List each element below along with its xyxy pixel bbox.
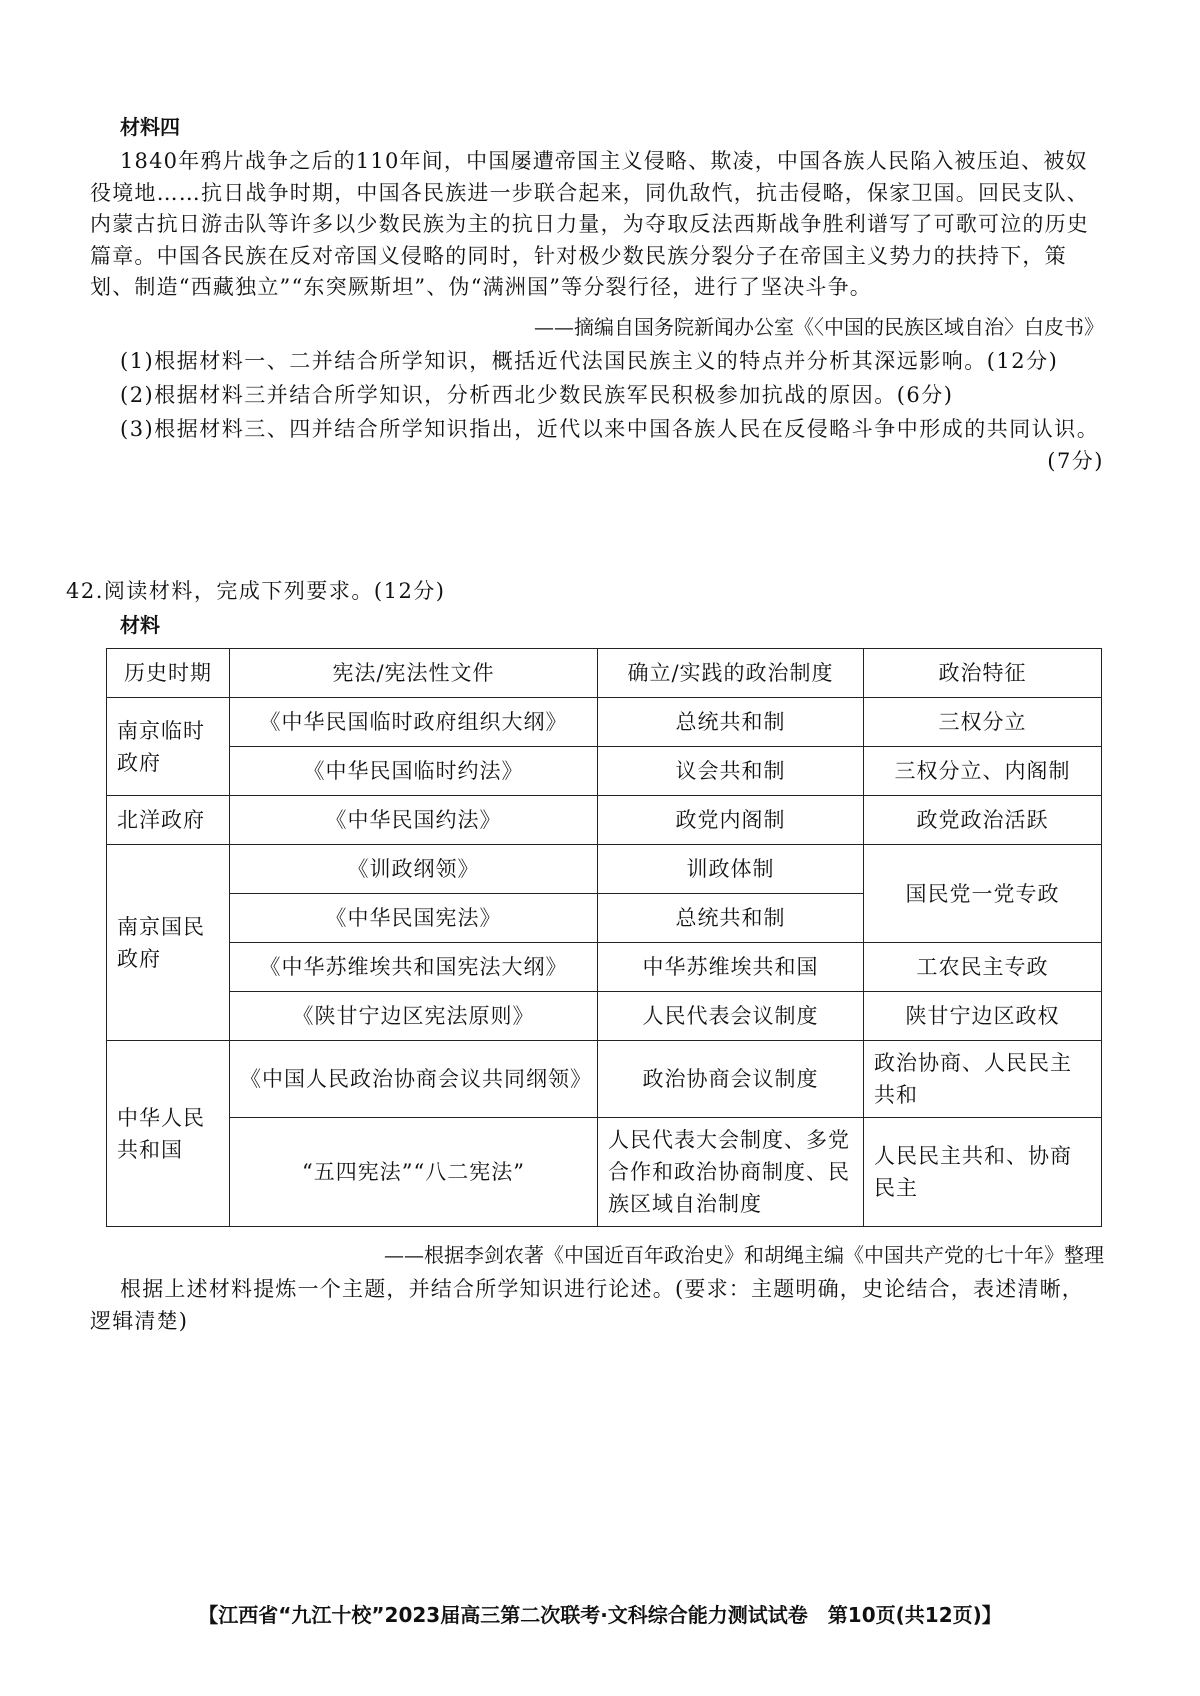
header-period: 历史时期 — [107, 649, 230, 698]
document-cell: 《训政纲领》 — [230, 845, 598, 894]
period-cell: 中华人民共和国 — [107, 1041, 230, 1227]
feature-cell: 国民党一党专政 — [864, 845, 1102, 943]
header-feature: 政治特征 — [864, 649, 1102, 698]
feature-cell: 政党政治活跃 — [864, 796, 1102, 845]
page-footer: 【江西省“九江十校”2023届高三第二次联考·文科综合能力测试试卷 第10页(共12页)】 — [198, 1603, 1002, 1627]
table-row — [107, 796, 1102, 845]
table-source: ——根据李剑农著《中国近百年政治史》和胡绳主编《中国共产党的七十年》整理 — [384, 1243, 1104, 1267]
document-cell: 《中华苏维埃共和国宪法大纲》 — [230, 943, 598, 992]
period-cell: 南京国民政府 — [107, 845, 230, 1041]
feature-cell: 政治协商、人民民主共和 — [864, 1041, 1102, 1118]
table-row — [107, 1041, 1102, 1118]
feature-cell: 三权分立、内阁制 — [864, 747, 1102, 796]
system-cell: 政党内阁制 — [598, 796, 864, 845]
material4-heading: 材料四 — [120, 115, 180, 139]
question-1: (1)根据材料一、二并结合所学知识，概括近代法国民族主义的特点并分析其深远影响。(12分) — [120, 349, 1059, 373]
system-cell: 总统共和制 — [598, 698, 864, 747]
header-document: 宪法/宪法性文件 — [230, 649, 598, 698]
feature-cell: 工农民主专政 — [864, 943, 1102, 992]
question-2: (2)根据材料三并结合所学知识，分析西北少数民族军民积极参加抗战的原因。(6分) — [120, 383, 954, 407]
feature-cell: 三权分立 — [864, 698, 1102, 747]
system-cell: 总统共和制 — [598, 894, 864, 943]
document-cell: “五四宪法”“八二宪法” — [230, 1118, 598, 1227]
material-heading: 材料 — [120, 613, 160, 637]
system-cell: 人民代表会议制度 — [598, 992, 864, 1041]
table-row — [107, 992, 1102, 1041]
table-row — [107, 698, 1102, 747]
question-3: (3)根据材料三、四并结合所学知识指出，近代以来中国各族人民在反侵略斗争中形成的共同认识。 — [120, 417, 1100, 441]
material4-source: ——摘编自国务院新闻办公室《〈中国的民族区域自治〉白皮书》 — [534, 315, 1104, 339]
document-cell: 《陕甘宁边区宪法原则》 — [230, 992, 598, 1041]
document-cell: 《中华民国约法》 — [230, 796, 598, 845]
table-row — [107, 943, 1102, 992]
system-cell: 议会共和制 — [598, 747, 864, 796]
system-cell: 政治协商会议制度 — [598, 1041, 864, 1118]
system-cell: 中华苏维埃共和国 — [598, 943, 864, 992]
question-3-score: (7分) — [1047, 449, 1104, 473]
table-header-row — [107, 649, 1102, 698]
question-42-prompt: 42.阅读材料，完成下列要求。(12分) — [66, 579, 446, 603]
document-cell: 《中华民国临时约法》 — [230, 747, 598, 796]
document-cell: 《中国人民政治协商会议共同纲领》 — [230, 1041, 598, 1118]
political-history-table — [106, 648, 1102, 1227]
table-row — [107, 747, 1102, 796]
period-cell: 北洋政府 — [107, 796, 230, 845]
document-cell: 《中华民国临时政府组织大纲》 — [230, 698, 598, 747]
document-cell: 《中华民国宪法》 — [230, 894, 598, 943]
system-cell: 训政体制 — [598, 845, 864, 894]
feature-cell: 陕甘宁边区政权 — [864, 992, 1102, 1041]
feature-cell: 人民民主共和、协商民主 — [864, 1118, 1102, 1227]
material4-paragraph: 1840年鸦片战争之后的110年间，中国屡遭帝国主义侵略、欺凌，中国各族人民陷入被压迫、被奴役境地……抗日战争时期，中国各民族进一步联合起来，同仇敌忾，抗击侵略，保家卫国。回民支队、内蒙古抗日游击队等许多以少数民族为主的抗日力量，为夺取反法西斯战争胜利谱写了可歌可泣的历史篇章。中国各民族在反对帝国义侵略的同时，针对极少数民族分裂分子在帝国主义势力的扶持下，策划、制造“西藏独立”“东突厥斯坦”、伪“满洲国”等分裂行径，进行了坚决斗争。 — [90, 149, 1089, 299]
period-cell: 南京临时政府 — [107, 698, 230, 796]
question-42-requirement: 根据上述材料提炼一个主题，并结合所学知识进行论述。(要求：主题明确，史论结合，表述清晰，逻辑清楚) — [90, 1277, 1084, 1333]
system-cell: 人民代表大会制度、多党合作和政治协商制度、民族区域自治制度 — [598, 1118, 864, 1227]
table-row — [107, 845, 1102, 894]
header-system: 确立/实践的政治制度 — [598, 649, 864, 698]
table-row — [107, 1118, 1102, 1227]
